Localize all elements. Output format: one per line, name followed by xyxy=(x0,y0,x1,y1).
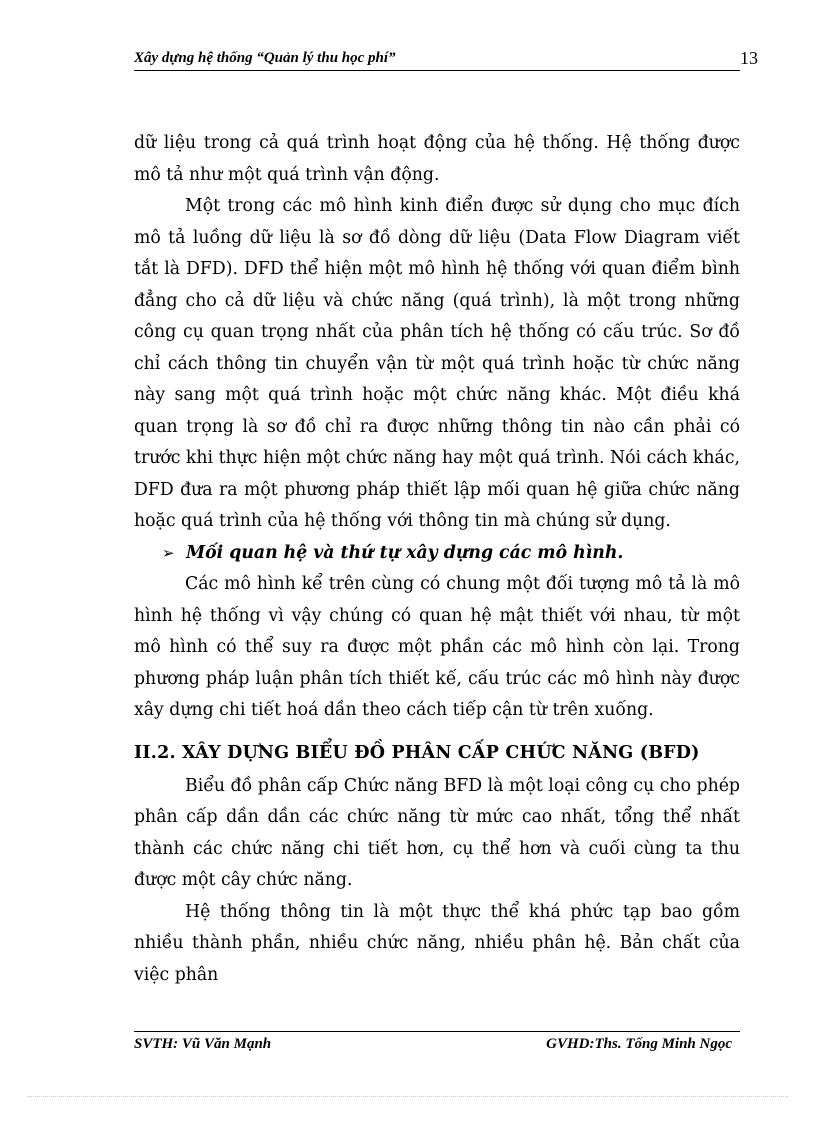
paragraph-bfd-definition: Biểu đồ phân cấp Chức năng BFD là một loại công cụ cho phép phân cấp dần dần các chức năng từ mức cao nhất, tổng thể nhất thành các chức năng chi tiết hơn, cụ thể hơn và cuối cùng ta thu được một cây chức năng. xyxy=(134,775,740,890)
footer-student: SVTH: Vũ Văn Mạnh xyxy=(134,1036,272,1052)
paragraph-information-system: Hệ thống thông tin là một thực thể khá phức tạp bao gồm nhiều thành phần, nhiều chức năng, nhiều phân hệ. Bản chất của việc phân xyxy=(134,901,740,985)
section-heading: II.2. XÂY DỰNG BIỂU ĐỒ PHÂN CẤP CHỨC NĂNG (BFD) xyxy=(134,742,700,763)
header-title: Xây dựng hệ thống “Quản lý thu học phí” xyxy=(134,50,396,66)
paragraph-model-relations: Các mô hình kể trên cùng có chung một đối tượng mô tả là mô hình hệ thống vì vậy chúng có quan hệ mật thiết với nhau, từ một mô hình có thể suy ra được một phần các mô hình còn lại. Trong phương pháp luận phân tích thiết kế, cấu trúc các mô hình này được xây dựng chi tiết hoá dần theo cách tiếp cận từ trên xuống. xyxy=(134,574,740,720)
page-body xyxy=(134,128,740,991)
page-header xyxy=(134,48,758,72)
arrow-bullet-icon: ➢ xyxy=(162,543,175,562)
paragraph-continuation: dữ liệu trong cả quá trình hoạt động của hệ thống. Hệ thống được mô tả như một quá trình vận động. xyxy=(134,133,740,185)
page-bottom-border xyxy=(28,1096,788,1097)
bullet-heading: Mối quan hệ và thứ tự xây dựng các mô hình. xyxy=(186,542,624,563)
footer-divider xyxy=(134,1031,740,1032)
page-number: 13 xyxy=(740,48,758,68)
footer-advisor: GVHD:Ths. Tống Minh Ngọc xyxy=(546,1036,732,1052)
bullet-item xyxy=(134,538,740,570)
paragraph-dfd-description: Một trong các mô hình kinh điển được sử dụng cho mục đích mô tả luồng dữ liệu là sơ đồ dòng dữ liệu (Data Flow Diagram viết tắt là DFD). DFD thể hiện một mô hình hệ thống với quan điểm bình đẳng cho cả dữ liệu và chức năng (quá trình), là một trong những công cụ quan trọng nhất của phân tích hệ thống có cấu trúc. Sơ đồ chỉ cách thông tin chuyển vận từ một quá trình hoặc từ chức năng này sang một quá trình hoặc một chức năng khác. Một điều khá quan trọng là sơ đồ chỉ ra được những thông tin nào cần phải có trước khi thực hiện một chức năng hay một quá trình. Nói cách khác, DFD đưa ra một phương pháp thiết lập mối quan hệ giữa chức năng hoặc quá trình của hệ thống với thông tin mà chúng sử dụng. xyxy=(134,196,740,531)
header-divider xyxy=(134,70,740,71)
